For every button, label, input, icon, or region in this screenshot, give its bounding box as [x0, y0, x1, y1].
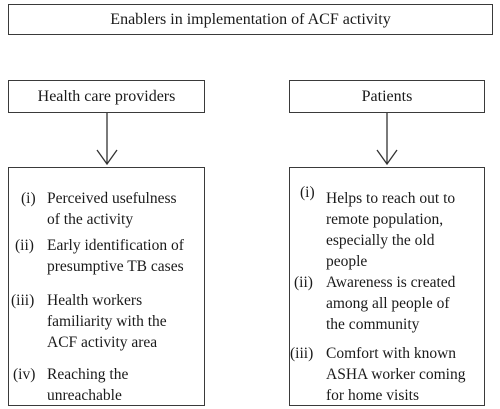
item-line: familiarity with the: [47, 313, 167, 330]
item-line: Helps to reach out to: [326, 190, 456, 207]
item-line: of the activity: [47, 211, 134, 228]
item-number: (i): [300, 184, 315, 201]
item-line: presumptive TB cases: [47, 258, 184, 275]
item-line: especially the old: [326, 232, 435, 249]
item-line: unreachable: [47, 387, 122, 404]
item-line: for home visits: [326, 387, 419, 404]
health-care-providers-label: Health care providers: [37, 87, 176, 105]
item-line: remote population,: [326, 211, 444, 228]
item-line: the community: [326, 316, 420, 333]
item-number: (ii): [15, 237, 34, 254]
patients-list: [289, 167, 485, 406]
item-line: Reaching the: [47, 366, 129, 383]
item-line: ACF activity area: [47, 334, 158, 351]
diagram-title-box: [8, 4, 493, 35]
item-line: Early identification of: [47, 237, 184, 254]
item-line: people: [326, 253, 368, 270]
health-care-providers-box: [8, 80, 205, 113]
item-line: Perceived usefulness: [47, 190, 177, 207]
item-line: ASHA worker coming: [326, 366, 466, 383]
item-number: (i): [21, 190, 36, 207]
health-care-providers-list: [8, 167, 205, 406]
patients-label: Patients: [361, 87, 413, 105]
item-number: (iv): [13, 366, 36, 383]
arrow-patients: [377, 113, 397, 164]
arrow-health-care-providers: [97, 113, 117, 164]
item-line: Health workers: [47, 292, 143, 309]
item-line: Awareness is created: [326, 274, 456, 291]
item-line: among all people of: [326, 295, 450, 312]
item-line: Comfort with known: [326, 345, 457, 362]
patients-box: [289, 80, 485, 113]
item-number: (iii): [11, 292, 35, 309]
item-number: (ii): [294, 274, 313, 291]
item-number: (iii): [290, 345, 314, 362]
diagram-title: Enablers in implementation of ACF activity: [110, 10, 391, 28]
